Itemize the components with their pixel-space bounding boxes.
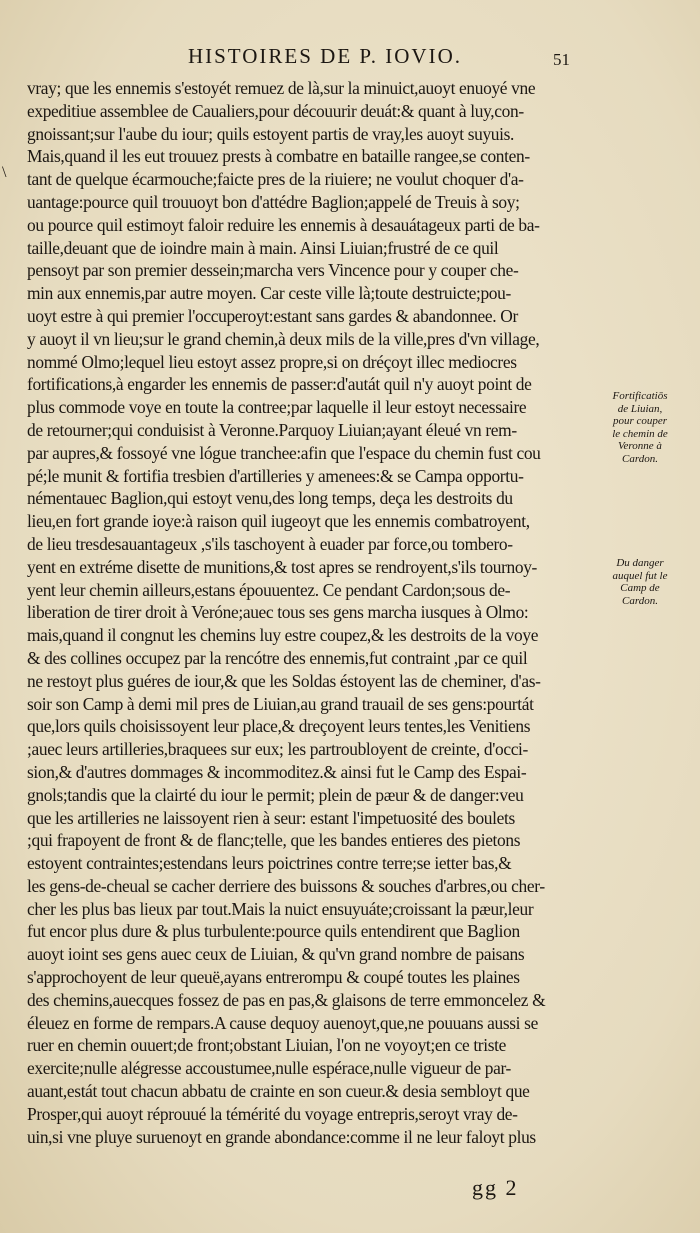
margin-note-line: le chemin de <box>612 427 668 440</box>
text-line: gnols;tandis que la clairté du iour le permit; plein de pæur & de danger:veu <box>27 784 524 805</box>
text-line: taille,deuant que de ioindre main à main. Ainsi Liuian;frustré de ce quil <box>27 237 499 258</box>
margin-mark: \ <box>2 164 7 181</box>
margin-note-line: de Liuian, <box>617 402 663 415</box>
text-line: Mais,quand il les eut trouuez prests à combatre en bataille rangee,se conten- <box>27 146 530 167</box>
text-line: ;qui frapoyent de front & de flanc;telle, que les bandes entieres des pietons <box>27 830 521 851</box>
text-line: par aupres,& fossoyé vne lógue tranchee:afin que l'espace du chemin fust cou <box>27 442 541 463</box>
text-line: que,lors quils choisissoyent leur place,& dreçoyent leurs tentes,les Venitiens <box>27 716 531 737</box>
text-line: fut encor plus dure & plus turbulente:pource quils entendirent que Baglion <box>27 921 520 942</box>
text-line: yent en extréme disette de munitions,& tost apres se rendroyent,s'ils tournoy- <box>27 556 537 577</box>
text-line: pensoyt par son premier dessein;marcha vers Vincence pour y couper che- <box>27 260 519 281</box>
margin-note-line: Cardon. <box>622 452 658 465</box>
text-line: uantage:pource quil trouuoyt bon d'attédre Baglion;appelé de Treuis à soy; <box>27 191 520 212</box>
text-line: y auoyt il vn lieu;sur le grand chemin,à deux mils de la ville,pres d'vn village, <box>27 328 540 349</box>
text-line: ou pource quil estimoyt faloir reduire les ennemis à desauátageux parti de ba- <box>27 214 540 235</box>
signature-mark: gg 2 <box>472 1175 519 1200</box>
text-line: mais,quand il congnut les chemins luy estre coupez,& les destroits de la voye <box>27 625 539 646</box>
text-line: uoyt estre à qui premier l'occuperoyt:estant sans gardes & abandonnee. Or <box>27 305 518 326</box>
text-line: des chemins,auecques fossez de pas en pas,& glaisons de terre emmoncelez & <box>27 989 546 1010</box>
text-line: ruer en chemin ouuert;de front;obstant Liuian, l'on ne voyoyt;en ce triste <box>27 1035 506 1056</box>
text-line: gnoissant;sur l'aube du iour; quils estoyent partis de vray,les auoyt suyuis. <box>27 123 515 144</box>
text-line: fortifications,à engarder les ennemis de passer:d'autát quil n'y auoyt point de <box>27 374 532 395</box>
margin-note-line: Fortificatiōs <box>612 390 668 402</box>
text-line: de retourner;qui conduisist à Veronne.Parquoy Liuian;ayant éleué vn rem- <box>27 419 517 440</box>
text-line: nommé Olmo;lequel lieu estoyt assez propre,si on dréçoyt illec mediocres <box>27 351 517 372</box>
text-line: sion,& d'autres dommages & incommoditez.& ainsi fut le Camp des Espai- <box>27 761 527 782</box>
text-line: soir son Camp à demi mil pres de Liuian,au grand trauail de ses gens:pourtát <box>27 693 534 714</box>
text-line: expeditiue assemblee de Caualiers,pour découurir deuát:& quant à luy,con- <box>27 100 524 121</box>
margin-note-danger <box>590 557 690 607</box>
running-title: HISTOIRES DE P. IOVIO. <box>187 44 463 68</box>
margin-note-line: Du danger <box>616 557 664 569</box>
text-line: min aux ennemis,par autre moyen. Car ceste ville là;toute destruicte;pou- <box>27 283 511 304</box>
text-line: vray; que les ennemis s'estoyét remuez de là,sur la minuict,auoyt enuoyé vne <box>27 78 536 98</box>
margin-note-line: auquel fut le <box>612 569 668 582</box>
text-line: les gens-de-cheual se cacher derriere des buissons & souches d'arbres,ou cher- <box>27 875 545 896</box>
main-text-block <box>27 77 587 1148</box>
text-line: ;auec leurs artilleries,braquees sur eux; les partroubloyent de creinte, d'occi- <box>27 739 528 760</box>
text-line: Prosper,qui auoyt réprouué la témérité du voyage entrepris,seroyt vray de- <box>27 1103 518 1124</box>
text-line: s'approchoyent de leur queuë,ayans entrerompu & coupé toutes les plaines <box>27 967 520 988</box>
text-line: uin,si vne pluye suruenoyt en grande abondance:comme il ne leur faloyt plus <box>27 1126 536 1147</box>
text-line: éleuez en forme de rempars.A cause dequoy auenoyt,que,ne pouuans aussi se <box>27 1012 538 1033</box>
folio-number: 51 <box>553 50 570 69</box>
text-line: & des collines occupez par la rencótre des ennemis,fut contraint ,par ce quil <box>27 647 528 668</box>
text-line: liberation de tirer droit à Veróne;auec tous ses gens marcha iusques à Olmo: <box>27 602 529 623</box>
text-line: lieu,en fort grande ioye:à raison quil iugeoyt que les ennemis combatroyent, <box>27 511 530 532</box>
text-line: pé;le munit & fortifia tresbien d'artilleries y amenees:& se Campa opportu- <box>27 465 524 486</box>
text-line: de lieu tresdesauantageux ,s'ils taschoyent à euader par force,ou tombero- <box>27 533 513 554</box>
margin-note-line: Camp de <box>620 582 660 594</box>
text-line: que les artilleries ne laissoyent rien à seur: estant l'impetuosité des boulets <box>27 807 515 828</box>
margin-note-line: pour couper <box>612 415 668 427</box>
text-line: ne restoyt plus guéres de iour,& que les Soldas éstoyent las de cheminer, d'as- <box>27 670 541 691</box>
text-line: estoyent contraintes;estendans leurs poictrines contre terre;se ietter bas,& <box>27 853 512 874</box>
text-line: auant,estát tout chacun abbatu de crainte en son cueur.& desia sembloyt que <box>27 1081 530 1102</box>
margin-note-line: Cardon. <box>622 594 658 607</box>
margin-note-line: Veronne à <box>618 440 662 452</box>
text-line: yent leur chemin ailleurs,estans épouuentez. Ce pendant Cardon;sous de- <box>27 579 511 600</box>
text-line: exercite;nulle alégresse accoustumee,nulle espérace,nulle vigueur de par- <box>27 1058 511 1079</box>
text-line: némentauec Baglion,qui estoyt venu,des long temps, deça les destroits du <box>27 488 513 509</box>
text-line: cher les plus bas lieux par tout.Mais la nuict ensuyuáte;croissant la pæur,leur <box>27 898 534 919</box>
text-line: plus commode voye en toute la contree;par laquelle il leur estoyt necessaire <box>27 397 527 418</box>
margin-note-fortifications <box>590 390 690 465</box>
text-line: tant de quelque écarmouche;faicte pres de la riuiere; ne voulut choquer d'a- <box>27 169 524 190</box>
text-line: auoyt ioint ses gens auec ceux de Liuian, & qu'vn grand nombre de paisans <box>27 944 525 965</box>
